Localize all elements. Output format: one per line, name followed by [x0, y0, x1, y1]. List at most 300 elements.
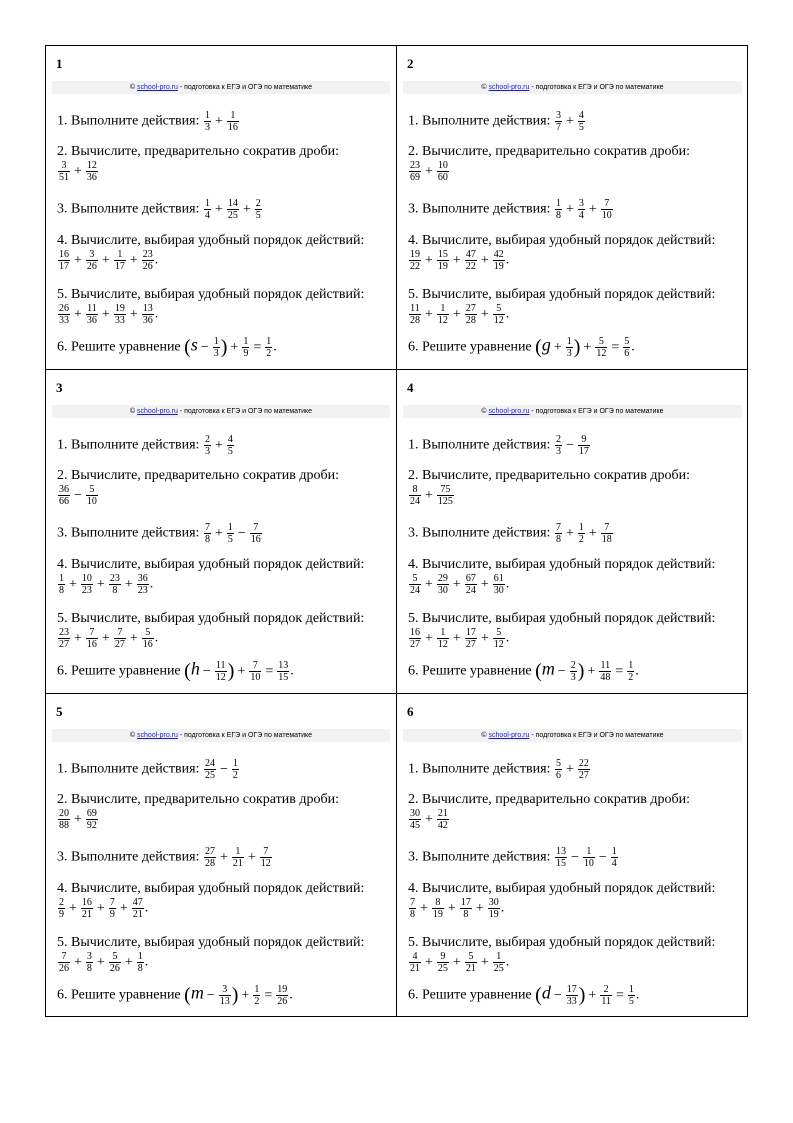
fraction — [583, 846, 595, 869]
operator: − — [570, 849, 579, 865]
task-6: 6. Решите уравнение (m − $\frac{2}{3}$ ) + $\frac{11}{48}$ = $\frac{1}{2}$ . — [408, 658, 639, 683]
denominator: 4 — [204, 210, 210, 221]
paren-open: ( — [184, 660, 191, 682]
operator: + — [425, 630, 433, 646]
operator: + — [480, 252, 489, 268]
task-label: 5. Вычислите, выбирая удобный порядок действий: — [408, 935, 716, 950]
numerator: 5 — [496, 303, 502, 314]
denominator: 3 — [204, 122, 210, 133]
fraction — [114, 249, 126, 272]
task-label: 3. Выполните действия: — [408, 525, 554, 541]
numerator: 10 — [81, 573, 92, 584]
denominator: 19 — [488, 909, 499, 920]
denominator: 27 — [410, 639, 420, 650]
task-card — [397, 694, 748, 1016]
operator: + — [230, 339, 239, 355]
task-label: 1. Выполните действия: — [57, 437, 203, 453]
numerator: 47 — [132, 897, 143, 908]
numerator: 23 — [142, 249, 153, 260]
site-link[interactable]: school-pro.ru — [137, 84, 178, 91]
fraction — [204, 110, 211, 133]
numerator: 12 — [86, 160, 97, 171]
numerator: 5 — [145, 627, 151, 638]
task-label: 2. Вычислите, предварительно сократив дроби: — [408, 792, 690, 807]
fraction — [58, 303, 70, 326]
operator: + — [214, 201, 223, 217]
denominator: 12 — [493, 639, 504, 650]
denominator: 36 — [142, 315, 153, 326]
task-label: 4. Вычислите, выбирая удобный порядок действий: — [57, 233, 365, 248]
fraction — [58, 897, 65, 920]
denominator: 51 — [59, 172, 69, 183]
numerator: 2 — [204, 434, 210, 445]
numerator: 9 — [440, 951, 446, 962]
task-5: 5. Вычислите, выбирая удобный порядок действий: $\frac{23}{27}$ + $\frac{7}{16}$ + $\frac{7}{27}$ + $\frac{5}{16}$ . — [57, 611, 365, 650]
operator: + — [452, 630, 461, 646]
numerator: 5 — [412, 573, 418, 584]
task-label: 1. Выполните действия: — [408, 437, 554, 453]
denominator: 15 — [278, 672, 289, 683]
numerator: 22 — [578, 758, 589, 769]
denominator: 8 — [204, 534, 210, 545]
numerator: 36 — [137, 573, 148, 584]
denominator: 12 — [215, 672, 226, 683]
equals-sign: = — [611, 339, 620, 355]
operator: + — [237, 663, 246, 679]
task-label: 4. Вычислите, выбирая удобный порядок действий: — [408, 557, 716, 572]
denominator: 33 — [566, 996, 577, 1007]
site-link[interactable]: school-pro.ru — [488, 408, 530, 415]
task-2 — [57, 791, 392, 831]
task-1 — [57, 758, 392, 781]
operator: + — [420, 900, 428, 916]
numerator: 16 — [81, 897, 92, 908]
fraction — [58, 627, 70, 650]
denominator: 21 — [81, 909, 92, 920]
fraction — [493, 951, 505, 974]
operator: − — [219, 761, 228, 777]
denominator: 88 — [59, 820, 69, 831]
denominator: 19 — [432, 909, 443, 920]
fraction — [227, 522, 234, 545]
denominator: 3 — [204, 446, 210, 457]
operator: + — [119, 900, 128, 916]
operator: + — [565, 201, 574, 217]
paren-close: ) — [578, 984, 586, 1006]
operator: + — [425, 811, 433, 827]
denominator: 48 — [600, 672, 611, 683]
operator: + — [74, 630, 82, 646]
paren-open: ( — [535, 984, 542, 1006]
denominator: 33 — [114, 315, 125, 326]
task-2 — [408, 791, 744, 831]
denominator: 25 — [227, 210, 238, 221]
numerator: 13 — [555, 846, 566, 857]
denominator: 8 — [460, 908, 472, 920]
fraction — [611, 846, 618, 869]
task-label: 2. Вычислите, предварительно сократив дроби: — [408, 144, 690, 159]
numerator: 1 — [266, 336, 272, 347]
banner-suffix: - подготовка к ЕГЭ и ОГЭ по математике — [529, 408, 664, 415]
fraction — [465, 627, 477, 650]
task-label: 2. Вычислите, предварительно сократив дроби: — [57, 144, 339, 159]
denominator: 15 — [555, 858, 566, 869]
operator: + — [475, 900, 484, 916]
task-label: 6. Решите уравнение — [408, 663, 536, 679]
denominator: 10 — [250, 672, 261, 683]
operator: − — [202, 663, 211, 679]
task-label: 6. Решите уравнение — [57, 987, 185, 1003]
operator: − — [237, 525, 246, 541]
numerator: 13 — [278, 660, 289, 671]
fraction — [465, 303, 477, 326]
site-link[interactable]: school-pro.ru — [488, 732, 530, 739]
task-label: 1. Выполните действия: — [408, 761, 554, 777]
numerator: 15 — [437, 249, 448, 260]
task-4: 4. Вычислите, выбирая удобный порядок действий: $\frac{1}{8}$ + $\frac{10}{23}$ + $\frac{23}{8}$ + $\frac{36}{23}$ . — [57, 557, 365, 596]
card-number: 3 — [56, 380, 63, 395]
task-label: 3. Выполните действия: — [57, 525, 203, 541]
denominator: 12 — [596, 348, 607, 359]
task-3 — [408, 846, 744, 869]
denominator: 5 — [578, 122, 584, 133]
task-label: 2. Вычислите, предварительно сократив дроби: — [408, 468, 690, 483]
denominator: 17 — [114, 261, 125, 272]
task-4: 4. Вычислите, выбирая удобный порядок действий: $\frac{16}{17}$ + $\frac{3}{26}$ + $\frac{1}{17}$ + $\frac{23}{26}$ . — [57, 233, 365, 272]
numerator: 13 — [142, 303, 153, 314]
denominator: 9 — [109, 909, 115, 920]
fraction — [109, 897, 116, 920]
denominator: 33 — [59, 315, 69, 326]
numerator: 1 — [586, 846, 592, 857]
task-6: 6. Решите уравнение (s − $\frac{1}{3}$ ) + $\frac{1}{9}$ = $\frac{1}{2}$ . — [57, 334, 277, 359]
fraction — [493, 573, 505, 596]
denominator: 19 — [437, 261, 448, 272]
numerator: 1 — [628, 660, 634, 671]
numerator: 2 — [570, 660, 576, 671]
operator: + — [480, 306, 489, 322]
operator: − — [74, 487, 82, 503]
fraction — [566, 336, 573, 359]
fraction — [142, 249, 154, 272]
numerator: 7 — [252, 660, 258, 671]
numerator: 7 — [61, 951, 67, 962]
task-card — [46, 370, 397, 694]
task-5: 5. Вычислите, выбирая удобный порядок действий: $\frac{7}{26}$ + $\frac{3}{8}$ + $\frac{5}{26}$ + $\frac{1}{8}$ . — [57, 935, 365, 974]
operator: + — [124, 954, 133, 970]
denominator: 21 — [465, 963, 476, 974]
denominator: 3 — [570, 672, 576, 683]
operator: − — [565, 437, 574, 453]
numerator: 36 — [59, 484, 69, 495]
numerator: 9 — [581, 434, 587, 445]
variable: d — [541, 982, 551, 1003]
paren-open: ( — [535, 660, 542, 682]
operator: + — [588, 525, 597, 541]
denominator: 26 — [277, 996, 288, 1007]
operator: + — [101, 252, 110, 268]
denominator: 26 — [109, 963, 120, 974]
numerator: 1 — [232, 758, 238, 769]
task-label: 4. Вычислите, выбирая удобный порядок действий: — [57, 557, 365, 572]
numerator: 3 — [61, 160, 67, 171]
numerator: 23 — [410, 160, 420, 171]
task-2 — [408, 143, 744, 183]
denominator: 11 — [601, 996, 611, 1007]
task-2 — [408, 467, 744, 507]
fraction — [114, 303, 126, 326]
fraction — [81, 897, 93, 920]
numerator: 7 — [117, 627, 123, 638]
denominator: 36 — [86, 315, 97, 326]
task-1 — [57, 110, 392, 133]
fraction — [465, 249, 477, 272]
equals-sign: = — [265, 663, 274, 679]
numerator: 19 — [114, 303, 125, 314]
operator: − — [200, 339, 209, 355]
fraction — [86, 627, 98, 650]
equals-sign: = — [253, 339, 262, 355]
denominator: 23 — [81, 585, 92, 596]
numerator: 3 — [555, 110, 561, 121]
fraction — [599, 660, 611, 683]
copyright-banner — [403, 405, 742, 418]
denominator: 5 — [227, 534, 233, 545]
numerator: 11 — [600, 660, 611, 671]
task-label: 2. Вычислите, предварительно сократив дроби: — [57, 792, 339, 807]
equals-sign: = — [615, 663, 624, 679]
denominator: 125 — [437, 496, 453, 507]
fraction — [260, 846, 272, 869]
task-label: 6. Решите уравнение — [57, 339, 185, 355]
fraction — [409, 573, 421, 596]
denominator: 3 — [566, 348, 572, 359]
numerator: 5 — [555, 758, 561, 769]
task-label: 3. Выполните действия: — [408, 201, 554, 217]
variable: s — [190, 334, 198, 355]
site-link[interactable]: school-pro.ru — [488, 84, 530, 91]
banner-prefix: © — [129, 84, 138, 91]
operator: + — [425, 252, 433, 268]
paren-close: ) — [227, 660, 235, 682]
operator: + — [452, 252, 461, 268]
paren-open: ( — [184, 984, 191, 1006]
equals-sign: = — [264, 987, 273, 1003]
denominator: 5 — [255, 210, 261, 221]
fraction — [409, 808, 421, 831]
numerator: 8 — [435, 897, 441, 908]
numerator: 1 — [611, 846, 617, 857]
paren-close: ) — [573, 336, 581, 358]
denominator: 24 — [410, 496, 420, 507]
fraction — [109, 951, 121, 974]
fraction — [204, 846, 216, 869]
denominator: 17 — [578, 446, 589, 457]
task-card — [397, 370, 748, 694]
denominator: 2 — [628, 672, 634, 683]
numerator: 7 — [604, 198, 610, 209]
fraction — [465, 951, 477, 974]
numerator: 47 — [465, 249, 476, 260]
denominator: 8 — [86, 963, 92, 974]
numerator: 61 — [493, 573, 504, 584]
task-label: 6. Решите уравнение — [408, 339, 536, 355]
fraction — [86, 484, 98, 507]
site-link[interactable]: school-pro.ru — [137, 408, 178, 415]
variable: m — [190, 982, 204, 1003]
copyright-banner — [52, 729, 390, 742]
denominator: 60 — [437, 172, 448, 183]
fraction — [465, 573, 477, 596]
numerator: 30 — [410, 808, 420, 819]
numerator: 19 — [410, 249, 420, 260]
operator: + — [452, 576, 461, 592]
denominator: 42 — [437, 820, 448, 831]
fraction — [204, 758, 216, 781]
fraction — [578, 522, 585, 545]
denominator: 2 — [266, 348, 272, 359]
numerator: 2 — [255, 198, 261, 209]
numerator: 42 — [493, 249, 504, 260]
denominator: 26 — [142, 261, 153, 272]
operator: + — [553, 339, 562, 355]
task-1 — [408, 758, 744, 781]
operator: + — [247, 849, 256, 865]
operator: + — [219, 849, 228, 865]
numerator: 7 — [410, 897, 415, 908]
fraction — [555, 110, 562, 133]
fraction — [409, 303, 421, 326]
operator: + — [241, 987, 250, 1003]
banner-suffix: - подготовка к ЕГЭ и ОГЭ по математике — [177, 732, 313, 739]
operator: + — [101, 306, 110, 322]
fraction — [570, 660, 577, 683]
site-link[interactable]: school-pro.ru — [137, 732, 178, 739]
denominator: 19 — [493, 261, 504, 272]
task-6: 6. Решите уравнение (d − $\frac{17}{33}$ ) + $\frac{2}{11}$ = $\frac{1}{5}$ . — [408, 982, 640, 1007]
fraction — [86, 808, 98, 831]
fraction — [86, 303, 98, 326]
operator: + — [425, 306, 433, 322]
fraction — [132, 897, 144, 920]
denominator: 30 — [437, 585, 448, 596]
fraction — [58, 160, 70, 183]
fraction — [555, 522, 562, 545]
operator: + — [214, 113, 223, 129]
numerator: 5 — [468, 951, 474, 962]
fraction — [409, 249, 421, 272]
numerator: 26 — [59, 303, 69, 314]
task-4: 4. Вычислите, выбирая удобный порядок действий: $\frac{19}{22}$ + $\frac{15}{19}$ + $\frac{47}{22}$ + $\frac{42}{19}$ . — [408, 233, 716, 272]
equals-sign: = — [615, 987, 624, 1003]
denominator: 12 — [260, 858, 271, 869]
denominator: 7 — [555, 122, 561, 133]
numerator: 7 — [604, 522, 610, 533]
numerator: 7 — [253, 522, 259, 533]
numerator: 7 — [109, 897, 115, 908]
numerator: 30 — [488, 897, 499, 908]
fraction — [215, 660, 227, 683]
operator: + — [96, 954, 105, 970]
task-label: 1. Выполните действия: — [408, 113, 554, 129]
fraction — [81, 573, 93, 596]
fraction — [265, 336, 272, 359]
denominator: 5 — [227, 446, 233, 457]
fraction — [250, 522, 262, 545]
denominator: 8 — [137, 963, 143, 974]
banner-prefix: © — [129, 732, 138, 739]
denominator: 16 — [250, 534, 261, 545]
denominator: 92 — [86, 820, 97, 831]
numerator: 1 — [59, 573, 64, 584]
operator: + — [74, 811, 82, 827]
fraction — [493, 627, 505, 650]
operator: + — [565, 525, 574, 541]
fraction — [142, 627, 154, 650]
numerator: 11 — [410, 303, 420, 314]
task-1 — [57, 434, 392, 457]
task-label: 4. Вычислите, выбирая удобный порядок действий: — [57, 881, 365, 896]
task-3 — [408, 522, 744, 545]
numerator: 8 — [412, 484, 418, 495]
operator: + — [452, 306, 461, 322]
fraction — [242, 336, 249, 359]
numerator: 2 — [59, 897, 64, 908]
denominator: 36 — [86, 172, 97, 183]
task-5: 5. Вычислите, выбирая удобный порядок действий: $\frac{16}{27}$ + $\frac{1}{12}$ + $\frac{17}{27}$ + $\frac{5}{12}$ . — [408, 611, 716, 650]
task-label: 3. Выполните действия: — [408, 849, 554, 865]
task-label: 3. Выполните действия: — [57, 201, 203, 217]
denominator: 21 — [132, 909, 143, 920]
operator: + — [587, 663, 596, 679]
denominator: 28 — [410, 315, 420, 326]
operator: + — [214, 437, 223, 453]
fraction — [578, 434, 590, 457]
denominator: 24 — [410, 585, 420, 596]
numerator: 1 — [204, 198, 210, 209]
fraction — [566, 984, 578, 1007]
denominator: 8 — [555, 534, 561, 545]
banner-prefix: © — [129, 408, 138, 415]
numerator: 5 — [496, 627, 502, 638]
task-6: 6. Решите уравнение (g + $\frac{1}{3}$ ) + $\frac{5}{12}$ = $\frac{5}{6}$ . — [408, 334, 635, 359]
fraction — [432, 897, 444, 920]
numerator: 67 — [465, 573, 476, 584]
denominator: 10 — [583, 858, 594, 869]
numerator: 1 — [230, 110, 236, 121]
paren-close: ) — [231, 984, 239, 1006]
operator: + — [425, 954, 433, 970]
copyright-banner — [52, 81, 390, 94]
task-label: 5. Вычислите, выбирая удобный порядок действий: — [408, 287, 716, 302]
variable: m — [541, 658, 555, 679]
operator: + — [583, 339, 592, 355]
operator: + — [242, 201, 251, 217]
numerator: 1 — [137, 951, 143, 962]
fraction — [437, 484, 454, 507]
numerator: 23 — [59, 627, 69, 638]
task-label: 4. Вычислите, выбирая удобный порядок действий: — [408, 233, 716, 248]
copyright-banner — [403, 729, 742, 742]
denominator: 6 — [555, 770, 561, 781]
fraction — [253, 984, 260, 1007]
fraction — [601, 522, 613, 545]
denominator: 26 — [59, 963, 69, 974]
denominator: 23 — [137, 585, 148, 596]
task-card — [46, 694, 397, 1016]
numerator: 5 — [89, 484, 95, 495]
fraction — [204, 522, 211, 545]
